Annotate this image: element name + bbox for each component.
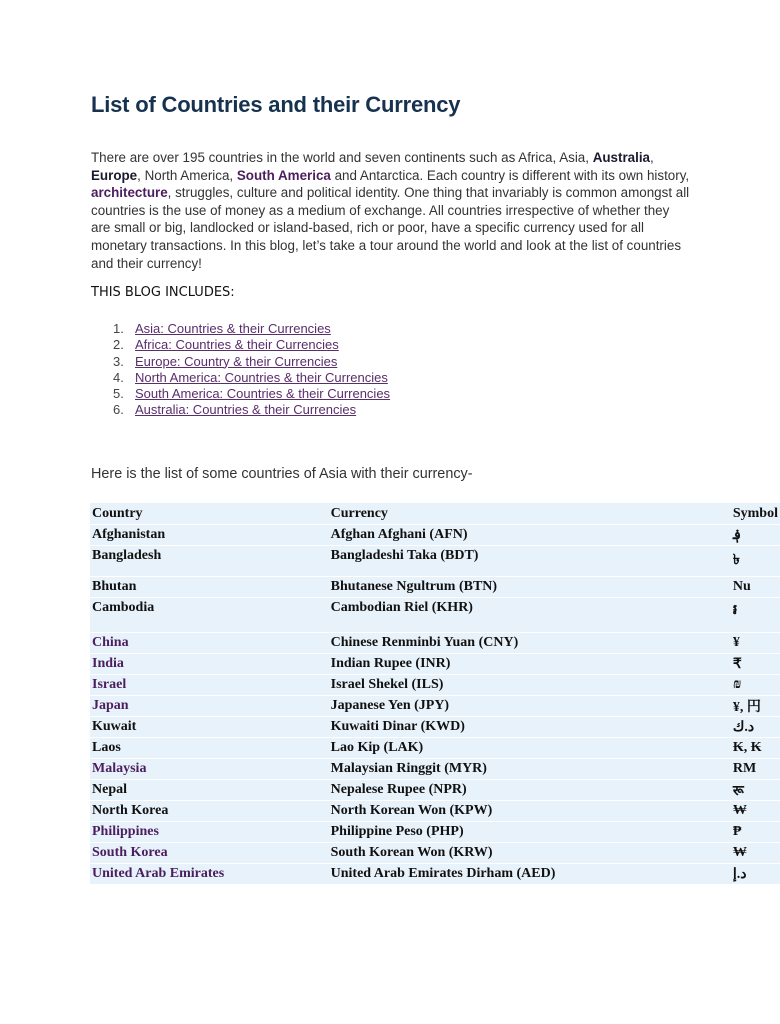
cell-currency: United Arab Emirates Dirham (AED) (329, 864, 731, 885)
toc-link[interactable]: Europe: Country & their Currencies (135, 353, 338, 369)
table-row (90, 633, 780, 654)
cell-symbol: ؋ (731, 525, 780, 546)
link-south-america[interactable]: South America (236, 167, 331, 183)
table-row (90, 822, 780, 843)
asia-intro: Here is the list of some countries of Asia with their currency- (91, 466, 473, 482)
cell-currency: Nepalese Rupee (NPR) (329, 780, 731, 801)
table-body (90, 525, 780, 885)
toc-item (91, 321, 390, 337)
table-row (90, 738, 780, 759)
toc-item (91, 337, 390, 353)
toc-item (91, 386, 390, 402)
cell-currency: South Korean Won (KRW) (329, 843, 731, 864)
toc-item (91, 402, 390, 418)
cell-currency: Philippine Peso (PHP) (329, 822, 731, 843)
cell-country[interactable]: Japan (90, 696, 329, 717)
intro-text: , North America, (137, 167, 237, 183)
cell-symbol: रू (731, 780, 780, 801)
cell-symbol: Nu (731, 577, 780, 598)
cell-country: Afghanistan (90, 525, 329, 546)
cell-country[interactable]: Malaysia (90, 759, 329, 780)
intro-text: , (650, 150, 654, 165)
toc-link[interactable]: Asia: Countries & their Currencies (135, 321, 331, 336)
table-row (90, 525, 780, 546)
cell-symbol: ¥, 円 (731, 696, 780, 717)
cell-country: Bhutan (90, 577, 329, 598)
intro-text: There are over 195 countries in the world and seven continents such as Africa, Asia, (91, 150, 593, 165)
header-country: Country (90, 503, 329, 525)
link-europe[interactable]: Europe (91, 167, 138, 183)
toc-number: 4. (113, 369, 124, 385)
table-row (90, 546, 780, 577)
cell-symbol: ₩ (731, 801, 780, 822)
toc-link[interactable]: Africa: Countries & their Currencies (135, 337, 339, 353)
toc-link[interactable]: Australia: Countries & their Currencies (135, 402, 357, 418)
cell-country[interactable]: India (90, 654, 329, 675)
cell-currency: Cambodian Riel (KHR) (329, 598, 731, 633)
currency-table-wrapper (90, 503, 778, 885)
cell-symbol: ₱ (731, 822, 780, 843)
cell-currency: Malaysian Ringgit (MYR) (329, 759, 731, 780)
toc-link[interactable]: North America: Countries & their Currencies (135, 369, 388, 385)
cell-symbol: ₪ (731, 675, 780, 696)
cell-currency: Japanese Yen (JPY) (329, 696, 731, 717)
cell-currency: Bhutanese Ngultrum (BTN) (329, 577, 731, 598)
cell-symbol: ៛ (731, 598, 780, 633)
table-row (90, 598, 780, 633)
cell-symbol: ₭, ₭ (731, 738, 780, 759)
cell-symbol: د.إ (731, 864, 780, 885)
cell-currency: Chinese Renminbi Yuan (CNY) (329, 633, 731, 654)
currency-table (90, 503, 780, 885)
cell-country: Cambodia (90, 598, 329, 633)
cell-country: North Korea (90, 801, 329, 822)
cell-symbol: ₹ (731, 654, 780, 675)
table-row (90, 843, 780, 864)
cell-country[interactable]: Philippines (90, 822, 329, 843)
cell-currency: North Korean Won (KPW) (329, 801, 731, 822)
toc-number: 1. (113, 321, 124, 336)
cell-symbol: ₩ (731, 843, 780, 864)
toc-item (91, 370, 390, 386)
cell-country: Kuwait (90, 717, 329, 738)
cell-currency: Bangladeshi Taka (BDT) (329, 546, 731, 577)
table-row (90, 801, 780, 822)
cell-symbol: د.ك (731, 717, 780, 738)
table-row (90, 654, 780, 675)
cell-country: Bangladesh (90, 546, 329, 577)
cell-country[interactable]: United Arab Emirates (90, 864, 329, 885)
cell-symbol: ¥ (731, 633, 780, 654)
table-row (90, 696, 780, 717)
toc-number: 2. (113, 337, 124, 353)
intro-paragraph (91, 149, 691, 272)
link-australia[interactable]: Australia (592, 150, 650, 165)
table-row (90, 864, 780, 885)
table-of-contents (91, 321, 390, 419)
toc-number: 5. (113, 386, 124, 402)
table-row (90, 780, 780, 801)
cell-currency: Lao Kip (LAK) (329, 738, 731, 759)
header-currency: Currency (329, 503, 731, 525)
cell-currency: Indian Rupee (INR) (329, 654, 731, 675)
table-row (90, 717, 780, 738)
table-row (90, 577, 780, 598)
cell-symbol: ৳ (731, 546, 780, 577)
includes-heading: THIS BLOG INCLUDES: (91, 285, 235, 300)
header-symbol: Symbol (731, 503, 780, 525)
toc-item (91, 354, 390, 370)
cell-symbol: RM (731, 759, 780, 780)
cell-currency: Afghan Afghani (AFN) (329, 525, 731, 546)
cell-country[interactable]: China (90, 633, 329, 654)
table-row (90, 759, 780, 780)
toc-number: 3. (113, 353, 124, 369)
cell-country[interactable]: Israel (90, 675, 329, 696)
toc-link[interactable]: South America: Countries & their Currencies (135, 386, 391, 402)
cell-country: Laos (90, 738, 329, 759)
page-title: List of Countries and their Currency (91, 92, 461, 117)
cell-currency: Israel Shekel (ILS) (329, 675, 731, 696)
cell-country[interactable]: South Korea (90, 843, 329, 864)
intro-text: , struggles, culture and political identity. One thing that invariably is common amongst all countries is the use of money as a medium of exchange. All countries irrespective of whether they are small or big, landlocked or island-based, rich or poor, have a specific currency used for all monetary transactions. In this blog, let’s take a tour around the world and look at the list of countries and their currency! (91, 185, 690, 271)
table-header-row (90, 503, 780, 525)
table-row (90, 675, 780, 696)
cell-currency: Kuwaiti Dinar (KWD) (329, 717, 731, 738)
cell-country: Nepal (90, 780, 329, 801)
intro-text: and Antarctica. Each country is different with its own history, (330, 167, 690, 183)
toc-number: 6. (113, 402, 124, 418)
link-architecture[interactable]: architecture (91, 185, 168, 201)
